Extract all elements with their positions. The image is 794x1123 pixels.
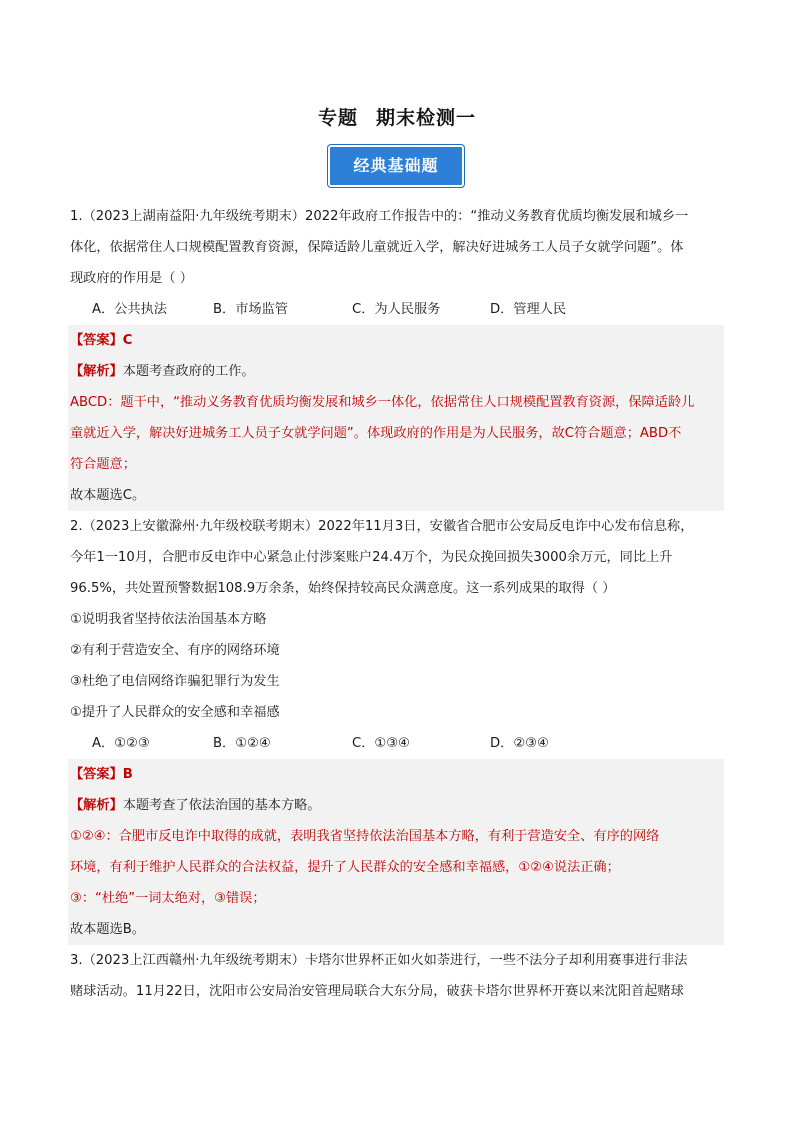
- question-1-detail-line-2: 童就近入学，解决好进城务工人员子女就学问题”。体现政府的作用是为人民服务，故C符合题意；ABD不: [70, 426, 682, 441]
- question-2-answer: 【答案】B: [70, 767, 133, 782]
- question-2-option-d: D．②③④: [490, 736, 549, 751]
- question-1-solution: [68, 325, 724, 511]
- question-1-stem-line-2: 体化，依据常住人口规模配置教育资源，保障适龄儿童就近入学，解决好进城务工人员子女就学问题”。体: [70, 240, 684, 255]
- question-3-stem-line-1: 3.（2023上江西赣州·九年级统考期末）卡塔尔世界杯正如火如荼进行，一些不法分子却利用赛事进行非法: [70, 953, 688, 968]
- question-3-stem-line-2: 赌球活动。11月22日，沈阳市公安局治安管理局联合大东分局，破获卡塔尔世界杯开赛以来沈阳首起赌球: [70, 984, 684, 999]
- question-2-options: [70, 728, 724, 759]
- question-2-detail-line-2: 环境，有利于维护人民群众的合法权益，提升了人民群众的安全感和幸福感，①②④说法正确；: [70, 860, 620, 875]
- question-1-detail-line-1: ABCD：题干中，“推动义务教育优质均衡发展和城乡一体化，依据常住人口规模配置教育资源，保障适龄儿: [70, 395, 695, 410]
- question-2-analysis: 【解析】本题考查了依法治国的基本方略。: [70, 798, 321, 813]
- question-1: [70, 201, 724, 511]
- section-banner: [328, 145, 464, 191]
- questions-content: [70, 201, 724, 1007]
- question-1-options: [70, 294, 724, 325]
- question-2-option-c: C．①③④: [352, 736, 410, 751]
- question-1-detail-line-3: 符合题意；: [70, 457, 136, 472]
- question-2-stem-line-2: 今年1一10月，合肥市反电诈中心紧急止付涉案账户24.4万个，为民众挽回损失3000余万元，同比上升: [70, 550, 673, 565]
- question-1-option-a: A．公共执法: [92, 302, 167, 317]
- question-2-stem-line-1: 2.（2023上安徽滁州·九年级校联考期末）2022年11月3日，安徽省合肥市公安局反电诈中心发布信息称，: [70, 519, 694, 534]
- question-1-option-d: D．管理人民: [490, 302, 567, 317]
- question-2-conclusion: 故本题选B。: [70, 922, 145, 937]
- question-1-stem-line-3: 现政府的作用是（ ）: [70, 271, 193, 286]
- question-3: [70, 945, 724, 1007]
- question-2-statement-2: ②有利于营造安全、有序的网络环境: [70, 643, 280, 658]
- question-1-analysis: 【解析】本题考查政府的工作。: [70, 364, 255, 379]
- question-1-conclusion: 故本题选C。: [70, 488, 146, 503]
- question-2-solution: [68, 759, 724, 945]
- question-2-detail-line-3: ③：“杜绝”一词太绝对，③错误；: [70, 891, 266, 906]
- question-2-statement-4: ①提升了人民群众的安全感和幸福感: [70, 705, 280, 720]
- question-2: [70, 511, 724, 945]
- question-2-option-b: B．①②④: [213, 736, 271, 751]
- question-1-answer: 【答案】C: [70, 333, 133, 348]
- question-2-statement-1: ①说明我省坚持依法治国基本方略: [70, 612, 267, 627]
- answer-value: B: [122, 767, 133, 782]
- question-1-option-b: B．市场监管: [213, 302, 288, 317]
- question-2-option-a: A．①②③: [92, 736, 150, 751]
- section-banner-label: 经典基础题: [328, 145, 464, 187]
- question-2-statement-3: ③杜绝了电信网络诈骗犯罪行为发生: [70, 674, 280, 689]
- question-1-stem-line-1: 1.（2023上湖南益阳·九年级统考期末）2022年政府工作报告中的：“推动义务教育优质均衡发展和城乡一: [70, 209, 689, 224]
- title-part1: 专题: [317, 107, 358, 129]
- question-2-detail-line-1: ①②④：合肥市反电诈中取得的成就，表明我省坚持依法治国基本方略，有利于营造安全、有序的网络: [70, 829, 660, 844]
- page-title: [0, 103, 794, 130]
- question-1-option-c: C．为人民服务: [352, 302, 441, 317]
- title-part2: 期末检测一: [376, 107, 477, 129]
- answer-value: C: [122, 333, 133, 348]
- question-2-stem-line-3: 96.5%，共处置预警数据108.9万余条，始终保持较高民众满意度。这一系列成果的取得（ ）: [70, 581, 616, 596]
